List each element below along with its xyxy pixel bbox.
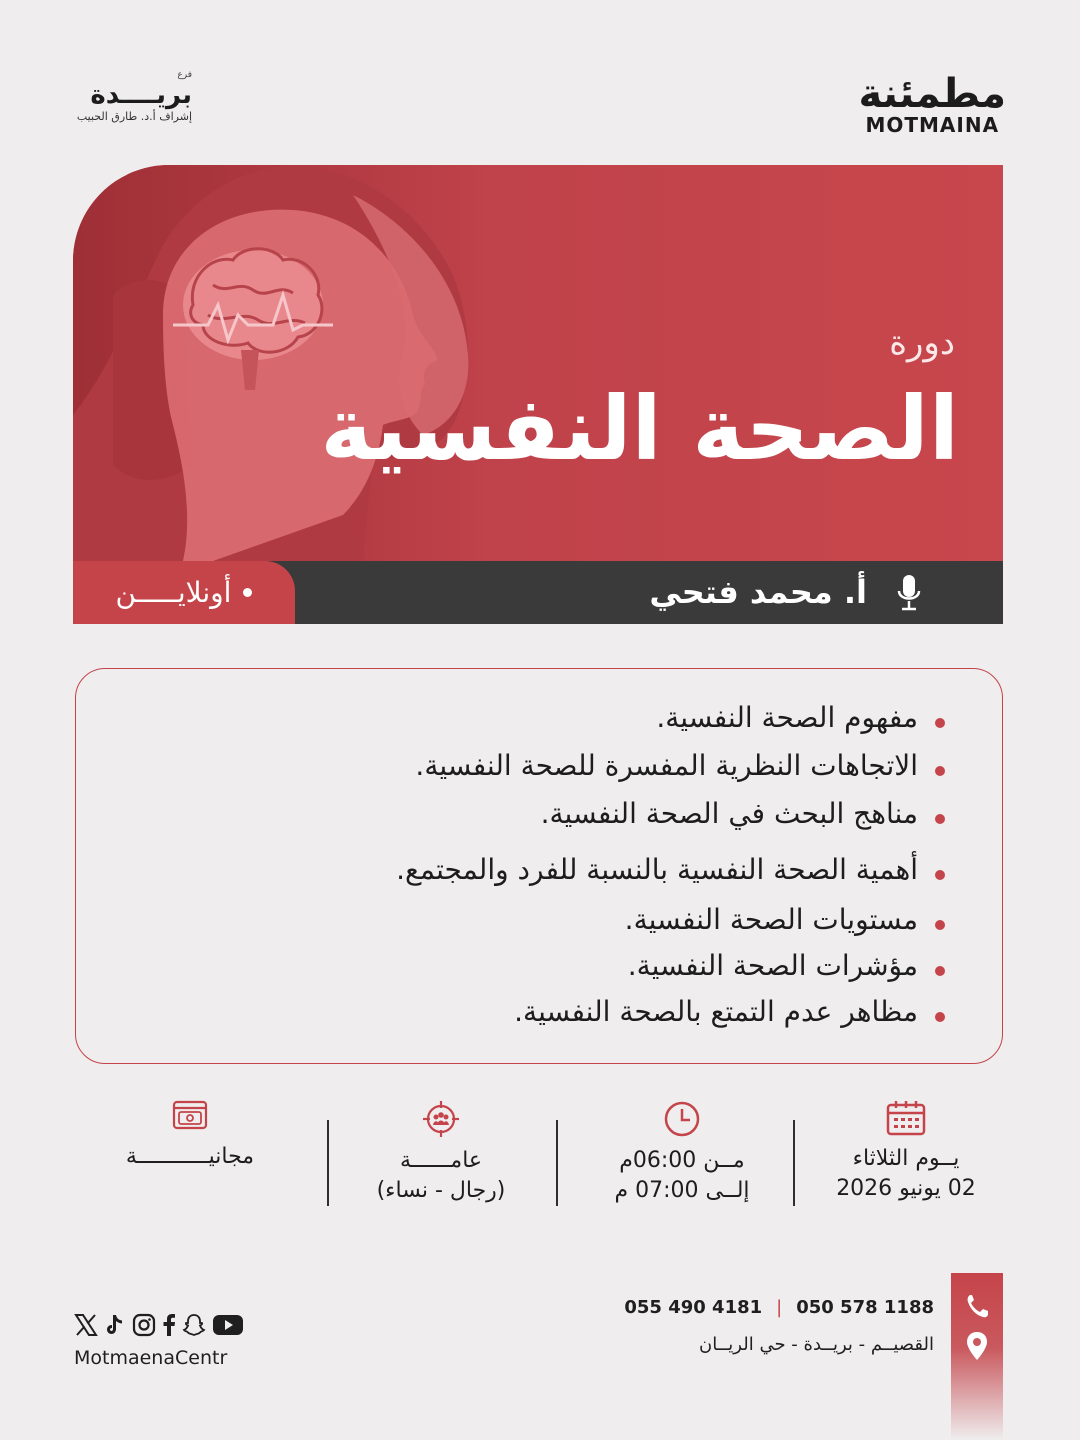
mode-label: أونلايـــــن [115, 576, 232, 609]
branch-name: بريــــدة [90, 80, 192, 110]
instructor-name: أ. محمد فتحي [649, 573, 867, 611]
audience-target-icon [422, 1100, 460, 1138]
topic-item [415, 749, 918, 782]
info-time [592, 1100, 772, 1206]
topic-text: مستويات الصحة النفسية. [624, 903, 918, 936]
info-divider [793, 1120, 795, 1206]
topic-text: أهمية الصحة النفسية بالنسبة للفرد والمجتمع. [396, 853, 918, 886]
branch-supervisor: إشراف أ.د. طارق الحبيب [76, 110, 192, 123]
snapchat-icon[interactable] [182, 1313, 206, 1337]
date-day: يــوم الثلاثاء [852, 1146, 960, 1171]
bullet-dot [935, 718, 945, 728]
bullet-dot [935, 966, 945, 976]
address-text: القصيــم - بريــدة - حي الريــان [699, 1334, 934, 1355]
location-pin-icon [966, 1331, 988, 1361]
hero-illustration [73, 165, 1003, 561]
time-start: مــن 06:00م [619, 1148, 745, 1173]
phone-separator: | [776, 1297, 783, 1318]
info-divider [327, 1120, 329, 1206]
topic-item [656, 701, 918, 734]
topic-text: الاتجاهات النظرية المفسرة للصحة النفسية. [415, 749, 918, 782]
contact-strip [951, 1273, 1003, 1440]
money-icon [172, 1100, 208, 1130]
microphone-icon [897, 573, 921, 613]
course-title: الصحة النفسية [320, 377, 959, 480]
topics-box [75, 668, 1003, 1064]
social-icons [74, 1313, 244, 1337]
branch-logo [74, 70, 192, 124]
bullet-dot [935, 870, 945, 880]
topic-text: مناهج البحث في الصحة النفسية. [540, 797, 918, 830]
calendar-icon [886, 1100, 926, 1136]
x-icon[interactable] [74, 1313, 98, 1337]
price-value: مجانيـــــــــــة [125, 1144, 255, 1169]
instructor-bar [73, 561, 1003, 624]
audience-detail: (رجال - نساء) [376, 1178, 506, 1203]
phone-numbers[interactable] [624, 1297, 934, 1318]
brand-logo [858, 71, 1006, 137]
bullet-dot [935, 920, 945, 930]
topic-text: مظاهر عدم التمتع بالصحة النفسية. [514, 995, 918, 1028]
tiktok-icon[interactable] [104, 1313, 126, 1337]
phone-icon [965, 1293, 989, 1319]
topic-item [625, 903, 918, 936]
hero-banner [73, 165, 1003, 561]
phone-1[interactable]: 050 578 1188 [796, 1297, 934, 1318]
brand-name-ar: مطمئنة [858, 71, 1006, 117]
bullet-dot [243, 588, 252, 597]
bullet-dot [935, 766, 945, 776]
course-label: دورة [889, 323, 955, 363]
facebook-icon[interactable] [162, 1313, 176, 1337]
clock-icon [663, 1100, 701, 1138]
audience-type: عامــــــة [399, 1148, 483, 1173]
bullet-dot [935, 1012, 945, 1022]
branch-label: فرع [177, 70, 192, 80]
instagram-icon[interactable] [132, 1313, 156, 1337]
date-value: 02 يونيو 2026 [836, 1176, 976, 1201]
topic-item [396, 853, 918, 886]
brand-name-en: MOTMAINA [865, 113, 1000, 137]
info-price [100, 1100, 280, 1172]
topic-text: مفهوم الصحة النفسية. [656, 701, 918, 734]
phone-2[interactable]: 055 490 4181 [624, 1297, 763, 1318]
topic-text: مؤشرات الصحة النفسية. [627, 949, 918, 982]
info-divider [556, 1120, 558, 1206]
social-handle[interactable]: MotmaenaCentr [74, 1347, 228, 1369]
info-audience [356, 1100, 526, 1206]
mode-badge [73, 561, 295, 624]
topic-item [628, 949, 918, 982]
topic-item [514, 995, 918, 1028]
info-date [820, 1100, 992, 1204]
topic-item [541, 797, 918, 830]
youtube-icon[interactable] [212, 1313, 244, 1337]
time-end: إلــى 07:00 م [614, 1178, 750, 1203]
bullet-dot [935, 814, 945, 824]
